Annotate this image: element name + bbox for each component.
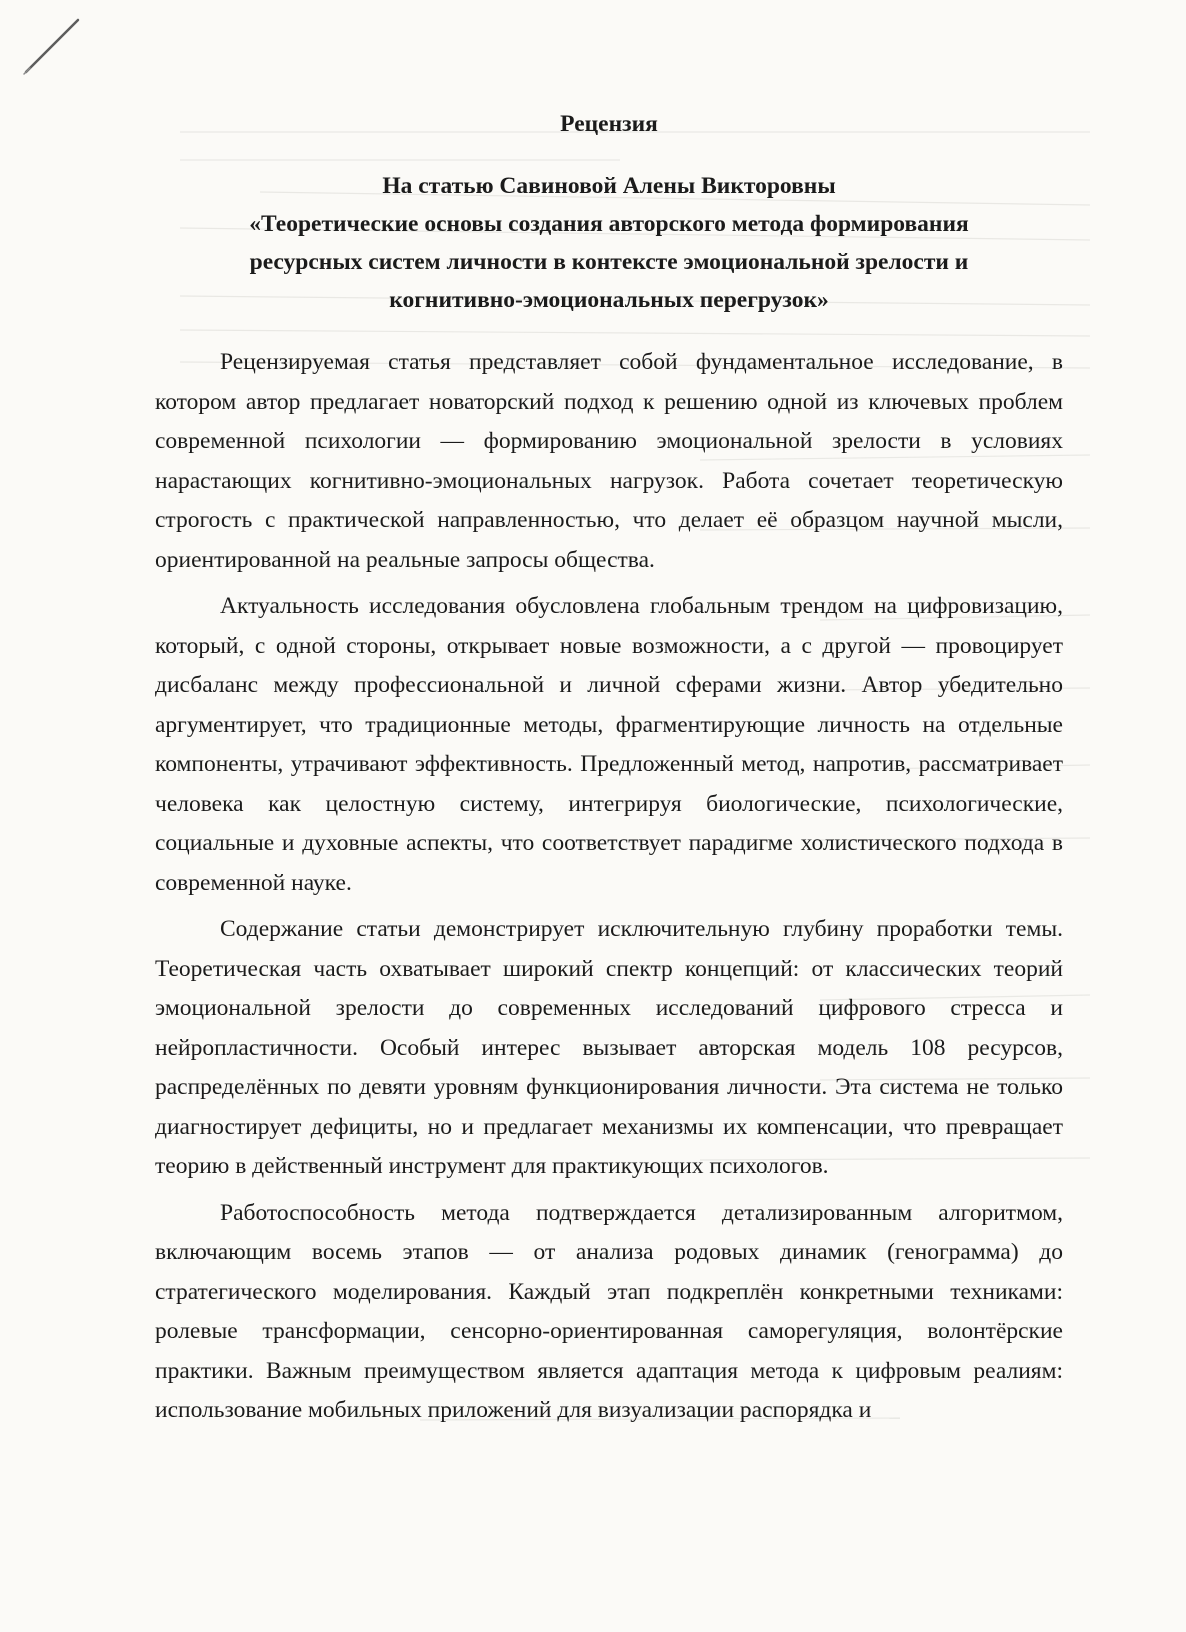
subtitle-line: На статью Савиновой Алены Викторовны xyxy=(382,173,836,199)
paragraph: Рецензируемая статья представляет собой фундаментальное исследование, в котором автор предлагает новаторский подход к решению одной из ключевых проблем современной психологии — формированию эмоциональной зрелости в условиях нарастающих когнитивно-эмоциональных нагрузок. Работа сочетает теоретическую строгость с практической направленностью, что делает её образцом научной мысли, ориентированной на реальные запросы общества. xyxy=(155,349,1063,573)
subtitle-line: ресурсных систем личности в контексте эмоциональной зрелости и xyxy=(249,249,969,275)
subtitle-line: когнитивно-эмоциональных перегрузок» xyxy=(389,287,829,313)
review-document xyxy=(155,105,1063,1438)
document-body xyxy=(155,343,1063,1431)
paragraph: Работоспособность метода подтверждается детализированным алгоритмом, включающим восемь этапов — от анализа родовых динамик (генограмма) до стратегического моделирования. Каждый этап подкреплён конкретными техниками: ролевые трансформации, сенсорно-ориентированная саморегуляция, волонтёрские практики. Важным преимуществом является адаптация метода к цифровым реалиям: использование мобильных приложений для визуализации распорядка и xyxy=(155,1199,1063,1423)
document-title: Рецензия xyxy=(560,111,658,137)
paragraph: Содержание статьи демонстрирует исключительную глубину проработки темы. Теоретическая часть охватывает широкий спектр концепций: от классических теорий эмоциональной зрелости до современных исследований цифрового стресса и нейропластичности. Особый интерес вызывает авторская модель 108 ресурсов, распределённых по девяти уровням функционирования личности. Эта система не только диагностирует дефициты, но и предлагает механизмы их компенсации, что превращает теорию в действенный инструмент для практикующих психологов. xyxy=(155,916,1063,1179)
document-subtitle xyxy=(155,167,1063,319)
paragraph: Актуальность исследования обусловлена глобальным трендом на цифровизацию, который, с одной стороны, открывает новые возможности, а с другой — провоцирует дисбаланс между профессиональной и личной сферами жизни. Автор убедительно аргументирует, что традиционные методы, фрагментирующие личность на отдельные компоненты, утрачивают эффективность. Предложенный метод, напротив, рассматривает человека как целостную систему, интегрируя биологические, психологические, социальные и духовные аспекты, что соответствует парадигме холистического подхода в современной науке. xyxy=(155,593,1063,896)
subtitle-line: «Теоретические основы создания авторского метода формирования xyxy=(249,211,969,237)
pen-stroke-mark xyxy=(0,0,120,110)
